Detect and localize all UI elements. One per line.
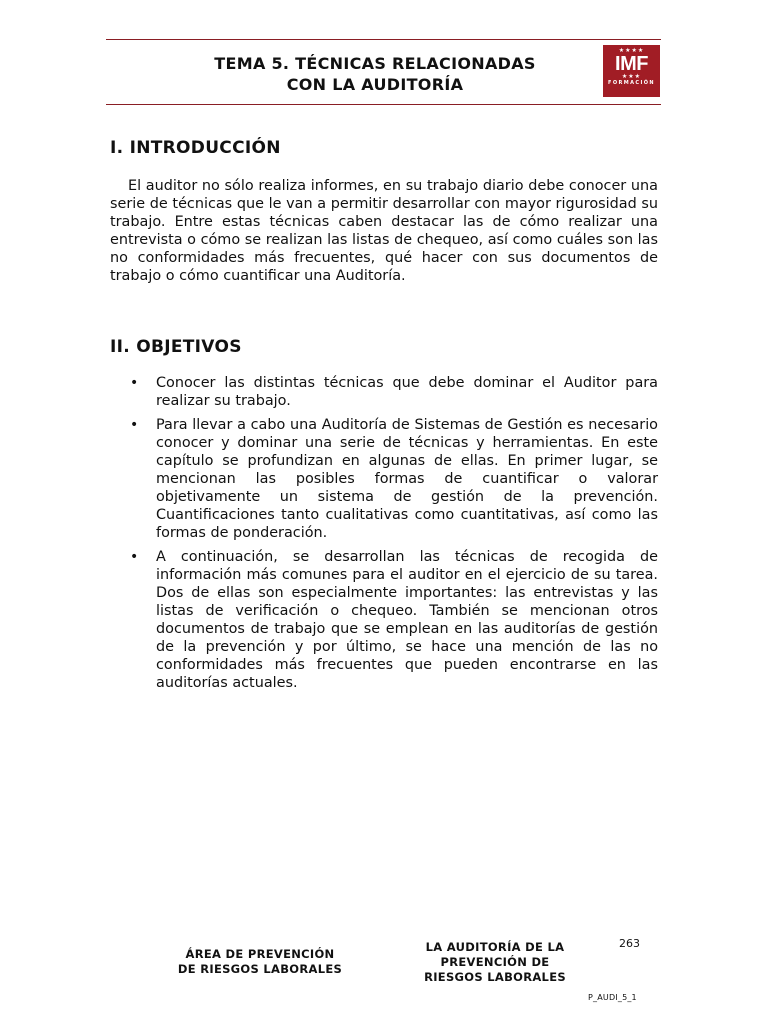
title-line-1: TEMA 5. TÉCNICAS RELACIONADAS xyxy=(214,54,536,73)
footer-course-line-3: RIESGOS LABORALES xyxy=(424,970,566,984)
objective-text: Conocer las distintas técnicas que debe dominar el Auditor para realizar su trabajo. xyxy=(156,375,658,409)
footer-course xyxy=(400,940,590,985)
objective-text: Para llevar a cabo una Auditoría de Sistemas de Gestión es necesario conocer y dominar una serie de técnicas y herramientas. En este capítulo se profundizan en algunas de ellas. En primer lugar, se mencionan las posibles formas de cuantificar o valorar objetivamente un sistema de gestión de la prevención. Cuantificaciones tanto cualitativas como cuantitativas, así como las formas de ponderación. xyxy=(156,417,658,541)
footer-course-line-2: PREVENCIÓN DE xyxy=(440,955,550,969)
imf-logo xyxy=(603,45,660,97)
title-line-2: CON LA AUDITORÍA xyxy=(286,75,464,94)
logo-brand: IMF xyxy=(615,53,648,75)
footer-course-line-1: LA AUDITORÍA DE LA xyxy=(425,940,565,954)
document-code: P_AUDI_5_1 xyxy=(588,993,637,1002)
document-title xyxy=(150,53,600,95)
objective-item xyxy=(130,374,658,410)
bullet-icon: • xyxy=(130,375,139,391)
bullet-icon: • xyxy=(130,549,139,565)
objective-text: A continuación, se desarrollan las técnicas de recogida de información más comunes para el auditor en el ejercicio de su tarea. Dos de ellas son especialmente importantes: las entrevistas y las listas de verificación o chequeo. También se mencionan otros documentos de trabajo que se emplean en las auditorías de gestión de la prevención y por último, se hace una mención de las no conformidades más frecuentes que pueden encontrarse en las auditorías actuales. xyxy=(156,549,658,691)
footer-area xyxy=(160,947,360,977)
logo-stars-top: ★★★★ xyxy=(618,47,645,54)
objectives-list xyxy=(130,374,658,698)
logo-subtitle: FORMACIÓN xyxy=(608,80,655,86)
header-rule-bottom xyxy=(106,104,661,105)
objectives-heading: II. OBJETIVOS xyxy=(110,337,242,357)
objective-item xyxy=(130,416,658,542)
header-rule-top xyxy=(106,39,661,40)
logo-stars-bottom: ★★★ xyxy=(621,73,642,80)
bullet-icon: • xyxy=(130,417,139,433)
footer-area-line-1: ÁREA DE PREVENCIÓN xyxy=(185,947,335,961)
page-number: 263 xyxy=(619,937,640,950)
objective-item xyxy=(130,548,658,692)
footer-area-line-2: DE RIESGOS LABORALES xyxy=(177,962,343,976)
intro-paragraph: El auditor no sólo realiza informes, en su trabajo diario debe conocer una serie de técnicas que le van a permitir desarrollar con mayor rigurosidad su trabajo. Entre estas técnicas caben destacar las de cómo realizar una entrevista o cómo se realizan las listas de chequeo, así como cuáles son las no conformidades más frecuentes, qué hacer con sus documentos de trabajo o cómo cuantificar una Auditoría. xyxy=(110,178,658,284)
intro-heading: I. INTRODUCCIÓN xyxy=(110,138,281,158)
